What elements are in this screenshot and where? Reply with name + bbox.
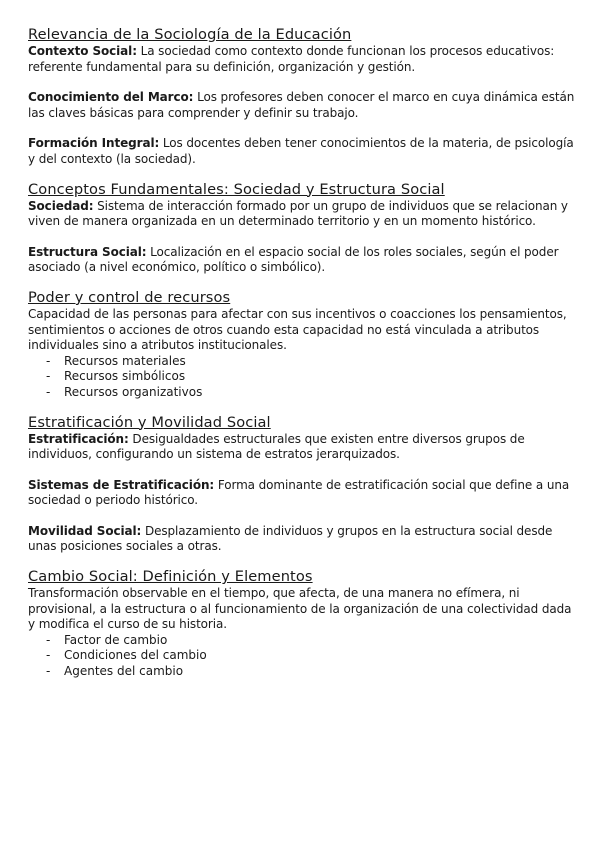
term: Conocimiento del Marco xyxy=(28,90,189,105)
term: Sociedad xyxy=(28,198,89,213)
list-item: - Factor de cambio xyxy=(46,633,576,649)
term: Contexto Social xyxy=(28,44,133,58)
definition-sistemas-estratificacion: Sistemas de Estratificación: Forma dominante de estratificación social que define a una sociedad o periodo histórico. xyxy=(28,477,570,508)
term: Estructura Social xyxy=(28,244,142,259)
change-elements-list xyxy=(28,633,576,680)
section-intro-poder: Capacidad de las personas para afectar con sus incentivos o coacciones los pensamientos, sentimientos o acciones de otros cuando esta capacidad no está vinculada a atributos individuales sino a atributos institucionales. xyxy=(28,306,567,353)
term: Formación Integral xyxy=(28,136,155,151)
definition-estructura-social: Estructura Social: Localización en el espacio social de los roles sociales, según el poder asociado (a nivel económico, político o simbólico). xyxy=(28,244,559,275)
list-item: - Condiciones del cambio xyxy=(46,648,576,664)
list-item: - Recursos simbólicos xyxy=(46,369,576,385)
list-item: - Recursos materiales xyxy=(46,354,576,370)
definition-contexto-social: Contexto Social: La sociedad como contexto donde funcionan los procesos educativos: referente fundamental para su definición, organización y gestión. xyxy=(28,44,555,74)
term: Estratificación xyxy=(28,431,125,446)
resource-list xyxy=(28,354,576,401)
definition-movilidad-social: Movilidad Social: Desplazamiento de individuos y grupos en la estructura social desde unas posiciones sociales a otras. xyxy=(28,523,553,554)
section-title-estratificacion: Estratificación y Movilidad Social xyxy=(28,413,271,431)
definition-estratificacion: Estratificación: Desigualdades estructurales que existen entre diversos grupos de individuos, configurando un sistema de estratos jerarquizados. xyxy=(28,431,525,462)
term: Sistemas de Estratificación xyxy=(28,477,210,492)
document-page xyxy=(28,26,576,680)
definition-conocimiento-marco: Conocimiento del Marco: Los profesores deben conocer el marco en cuya dinámica están las claves básicas para comprender y definir su trabajo. xyxy=(28,90,575,120)
term: Movilidad Social xyxy=(28,523,137,538)
section-title-cambio-social: Cambio Social: Definición y Elementos xyxy=(28,568,313,586)
definition-sociedad: Sociedad: Sistema de interacción formado por un grupo de individuos que se relacionan y viven de manera organizada en un determinado territorio y en un momento histórico. xyxy=(28,198,568,229)
section-title-poder: Poder y control de recursos xyxy=(28,288,231,306)
section-title-conceptos: Conceptos Fundamentales: Sociedad y Estructura Social xyxy=(28,180,445,198)
section-title-relevancia: Relevancia de la Sociología de la Educación xyxy=(28,26,352,43)
list-item: - Recursos organizativos xyxy=(46,385,576,401)
section-intro-cambio: Transformación observable en el tiempo, que afecta, de una manera no efímera, ni provisional, a la estructura o al funcionamiento de la organización de una colectividad dada y modifica el curso de su historia. xyxy=(28,586,572,632)
list-item: - Agentes del cambio xyxy=(46,664,576,680)
definition-formacion-integral: Formación Integral: Los docentes deben tener conocimientos de la materia, de psicología y del contexto (la sociedad). xyxy=(28,136,574,166)
